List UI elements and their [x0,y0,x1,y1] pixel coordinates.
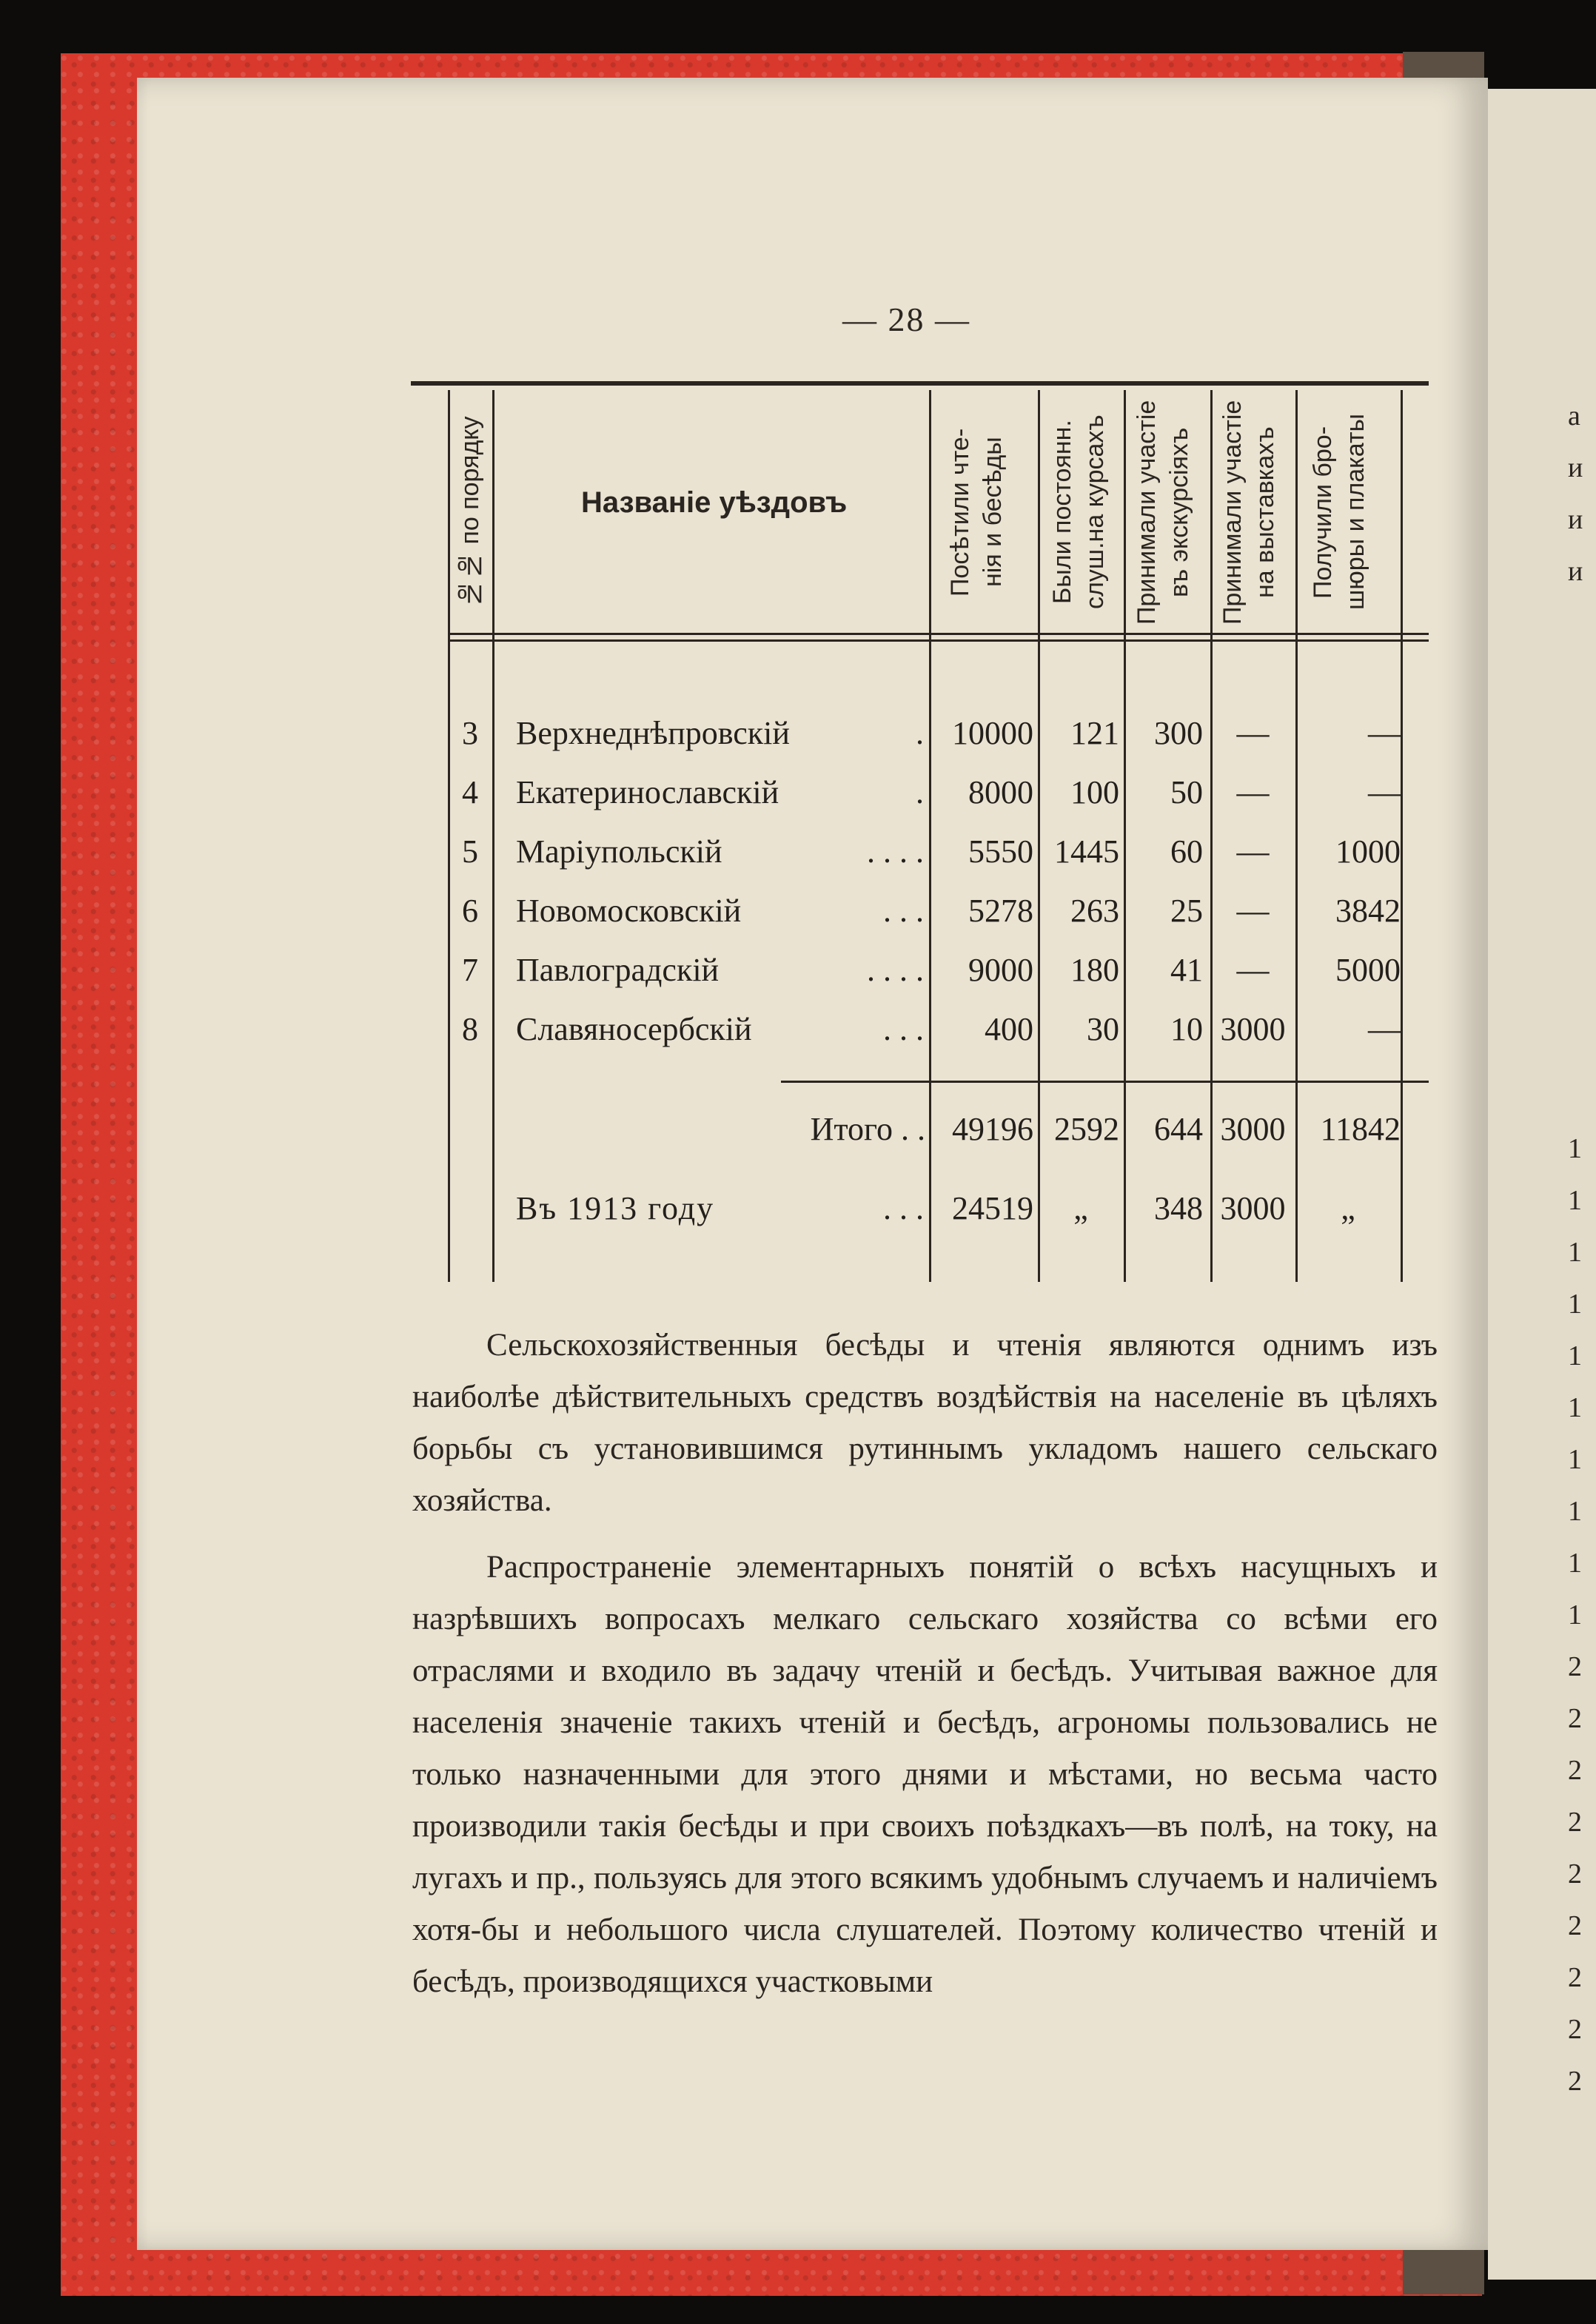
cell-exhibitions: 3000 [1220,1011,1286,1047]
leader-dots: . [916,715,924,751]
cell-readings: 5550 [968,833,1033,870]
cell-brochures: 3842 [1335,893,1401,929]
cell-courses: 180 [1070,952,1119,988]
adjacent-page-fragment: 2 [1568,1962,1582,1993]
leader-dots: . . . [883,893,924,929]
header-excursions [1130,397,1207,627]
adjacent-page-fragment: 2 [1568,1651,1582,1682]
header-readings [944,397,1025,627]
header-number-column: №№ по порядку [456,416,484,608]
adjacent-page-fragment: 2 [1568,1755,1582,1786]
header-exhibitions [1216,397,1293,627]
row-number: 7 [462,952,478,988]
leader-dots: . . . . [867,952,924,988]
header-rule [448,633,1429,635]
adjacent-page-fragment: 1 [1568,1548,1582,1579]
year-1913-excursions: 348 [1154,1190,1203,1226]
header-district-name: Названіе уѣздовъ [581,486,848,519]
paragraph: Сельскохозяйственныя бесѣды и чтенія являются однимъ изъ наиболѣе дѣйствительныхъ средствъ воздѣйствія на населеніе въ цѣляхъ борьбы съ установившимся рутиннымъ укладомъ нашего сельскаго хозяйства. [412,1328,1438,1518]
cell-exhibitions: — [1236,715,1270,751]
cell-excursions: 300 [1154,715,1203,751]
cell-excursions: 25 [1170,893,1203,929]
total-courses: 2592 [1054,1111,1119,1147]
adjacent-page-fragment: 2 [1568,1703,1582,1734]
adjacent-page-fragment: 1 [1568,1340,1582,1371]
cell-exhibitions: — [1236,833,1270,870]
cell-courses: 30 [1087,1011,1119,1047]
page-number: — 28 — [842,300,970,338]
header-rule [448,639,1429,642]
adjacent-page-fragment: 2 [1568,1807,1582,1838]
adjacent-page-fragment: 2 [1568,2014,1582,2045]
header-courses-line2: слуш.на курсахъ [1081,414,1109,610]
cell-brochures: — [1368,774,1401,810]
district-name: Славяносербскій [516,1011,752,1047]
adjacent-page-fragment: 1 [1568,1599,1582,1631]
adjacent-page-fragment: 1 [1568,1185,1582,1216]
year-1913-readings: 24519 [952,1190,1033,1226]
adjacent-page-fragment: и [1568,504,1583,535]
body-text [412,1320,1438,2008]
cell-readings: 400 [985,1011,1033,1047]
cell-brochures: 5000 [1335,952,1401,988]
adjacent-page-fragment: 1 [1568,1496,1582,1527]
cell-brochures: 1000 [1335,833,1401,870]
cell-excursions: 60 [1170,833,1203,870]
adjacent-page-fragment: a [1568,400,1580,431]
year-1913-exhibitions: 3000 [1220,1190,1286,1226]
district-name: Павлоградскій [516,952,720,988]
header-courses-line1: Были постоянн. [1048,420,1076,605]
cell-readings: 8000 [968,774,1033,810]
cell-courses: 1445 [1054,833,1119,870]
total-exhibitions: 3000 [1220,1111,1286,1147]
cell-courses: 263 [1070,893,1119,929]
table-top-rule [411,381,1429,386]
header-readings-line2: нія и бесѣды [979,437,1007,588]
year-1913-courses: „ [1073,1190,1088,1226]
adjacent-page-fragment: и [1568,452,1583,483]
district-name: Новомосковскій [516,893,742,929]
leader-dots: . [916,774,924,810]
cell-brochures: — [1368,715,1401,751]
total-excursions: 644 [1154,1111,1203,1147]
column-divider [1401,390,1403,1282]
adjacent-page [1488,89,1596,2280]
total-rule [781,1081,1429,1083]
adjacent-page-fragment: 2 [1568,1858,1582,1890]
header-brochures [1307,397,1395,627]
year-1913-brochures: „ [1341,1190,1355,1226]
adjacent-page-fragment: 1 [1568,1392,1582,1423]
header-brochures-line1: Получили бро- [1309,426,1337,599]
column-divider [492,390,494,1282]
total-brochures: 11842 [1320,1111,1401,1147]
adjacent-page-fragment: 1 [1568,1444,1582,1475]
header-excursions-line2: въ экскурсіяхъ [1165,427,1193,597]
adjacent-page-fragment: 2 [1568,1910,1582,1941]
row-number: 4 [462,774,478,810]
paragraph: Распространеніе элементарныхъ понятій о всѣхъ насущныхъ и назрѣвшихъ вопросахъ мелкаго сельскаго хозяйства со всѣми его отраслями и входило въ задачу чтеній и бесѣдъ. Учитывая важное для населенія значеніе такихъ чтеній и бесѣдъ, агрономы пользовались не только назначенными для этого днями и мѣстами, но весьма часто производили такія бесѣды и при своихъ поѣздкахъ—въ полѣ, на току, на лугахъ и пр., пользуясь для этого всякимъ удобнымъ случаемъ и наличіемъ хотя-бы и небольшого числа слушателей. Поэтому количество чтеній и бесѣдъ, производящихся участковыми [412,1550,1438,1999]
cell-excursions: 10 [1170,1011,1203,1047]
cell-exhibitions: — [1236,893,1270,929]
row-number: 6 [462,893,478,929]
header-excursions-line1: Принимали участіе [1133,400,1161,625]
cell-brochures: — [1368,1011,1401,1047]
row-number: 3 [462,715,478,751]
district-name: Екатеринославскій [516,774,779,810]
cell-courses: 121 [1070,715,1119,751]
total-readings: 49196 [952,1111,1033,1147]
header-readings-line1: Посѣтили чте- [946,428,974,597]
district-name: Верхнеднѣпровскій [516,715,790,751]
header-courses [1046,397,1120,627]
district-statistics-table [411,381,1399,1269]
leader-dots: . . . [883,1011,924,1047]
cell-excursions: 50 [1170,774,1203,810]
total-label: Итого . . [810,1111,925,1147]
cell-excursions: 41 [1170,952,1203,988]
adjacent-page-fragment: 1 [1568,1237,1582,1268]
header-brochures-line2: шюры и плакаты [1341,414,1369,611]
adjacent-page-fragment: 1 [1568,1289,1582,1320]
cell-readings: 5278 [968,893,1033,929]
row-number: 5 [462,833,478,870]
adjacent-page-fragment: 2 [1568,2066,1582,2097]
adjacent-page-fragment: 1 [1568,1133,1582,1164]
leader-dots: . . . [883,1190,924,1226]
header-exhibitions-line2: на выставкахъ [1251,426,1279,598]
cell-exhibitions: — [1236,952,1270,988]
district-name: Маріупольскій [516,833,722,870]
cell-courses: 100 [1070,774,1119,810]
header-exhibitions-line1: Принимали участіе [1218,400,1247,625]
cell-exhibitions: — [1236,774,1270,810]
leader-dots: . . . . [867,833,924,870]
cell-readings: 10000 [952,715,1033,751]
year-1913-label: Въ 1913 году [516,1190,715,1226]
row-number: 8 [462,1011,478,1047]
cell-readings: 9000 [968,952,1033,988]
adjacent-page-fragment: и [1568,556,1583,587]
